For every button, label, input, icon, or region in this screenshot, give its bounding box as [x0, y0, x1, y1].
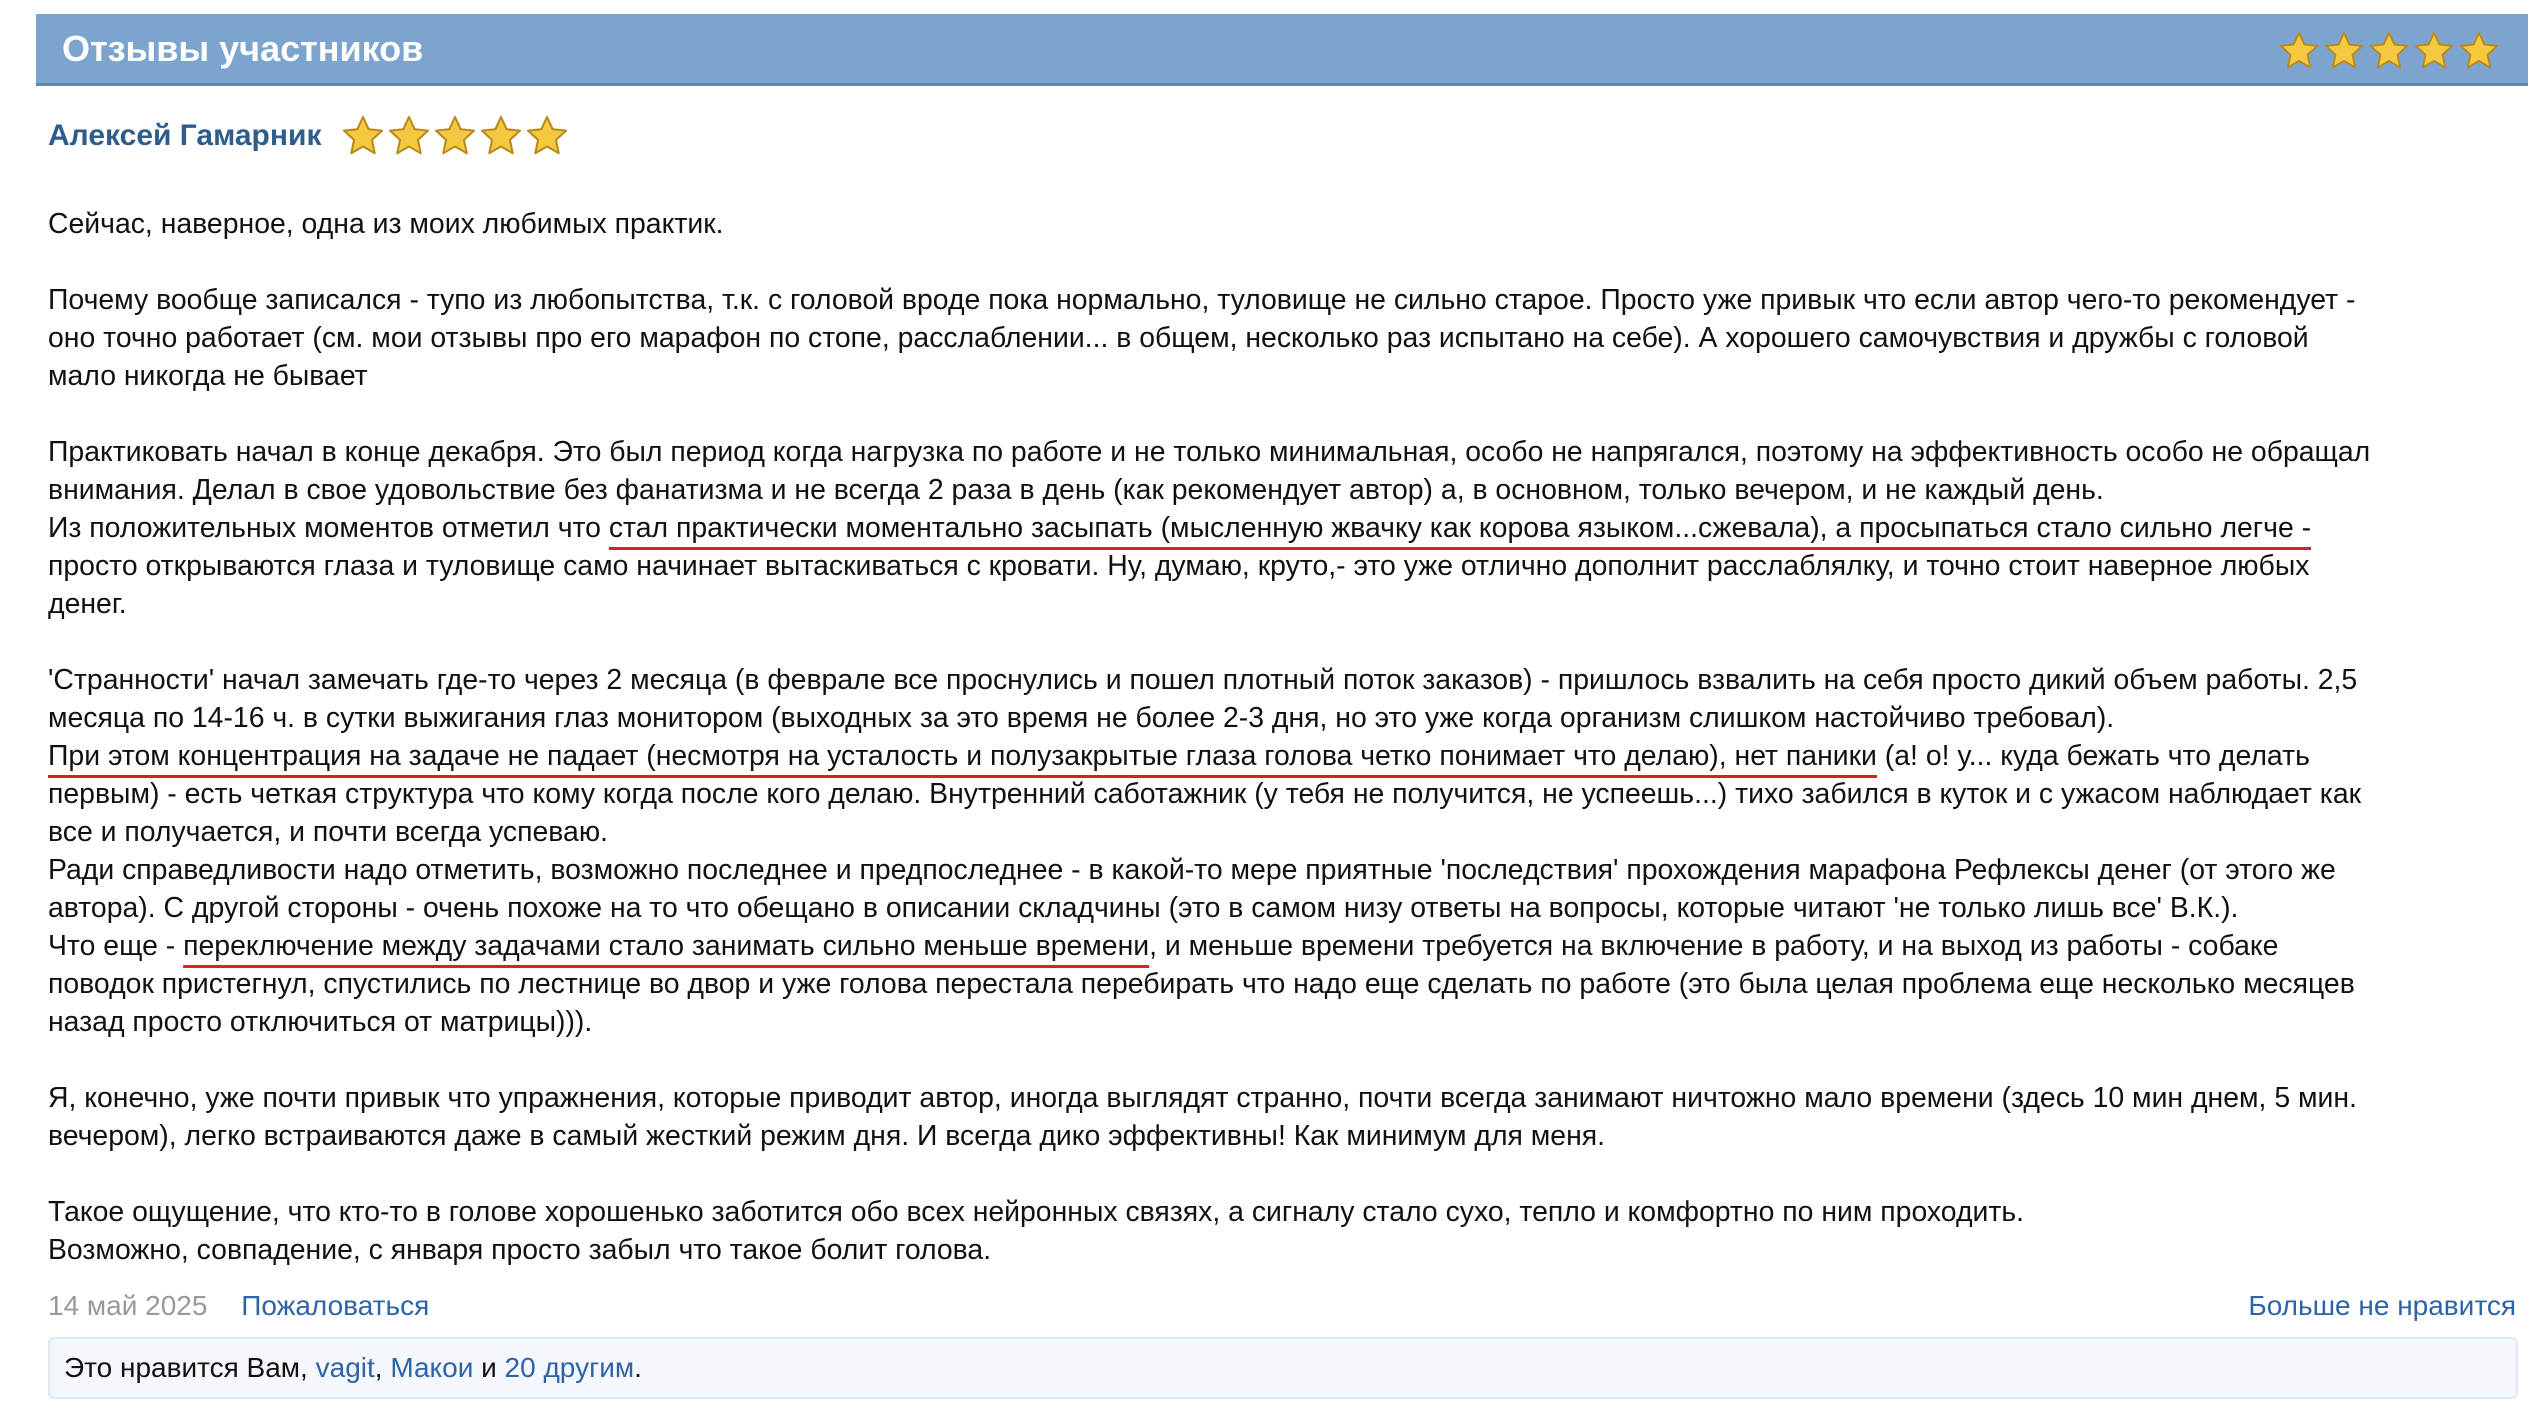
star-icon — [2323, 30, 2365, 72]
star-icon — [479, 114, 523, 158]
star-icon — [387, 114, 431, 158]
underlined-text: стал практически моментально засыпать (мысленную жвачку как корова языком...сжевала), а просыпаться стало сильно легче - — [608, 512, 2312, 544]
underlined-text: переключение между задачами стало занимать сильно меньше времени — [183, 930, 1150, 962]
star-icon — [525, 114, 569, 158]
review-line — [48, 1193, 2510, 1231]
review-author-row — [48, 110, 569, 162]
review-line — [48, 547, 2510, 585]
like-user-link[interactable]: vagit — [315, 1352, 375, 1383]
review-text-segment: (а! о! у... куда бежать что делать — [1876, 740, 2310, 772]
review-text-segment: оно точно работает (см. мои отзывы про его марафон по стопе, расслаблении... в общем, несколько раз испытано на себе). А хорошего самочувствия и дружбы с головой — [48, 322, 2309, 354]
review-line — [48, 1079, 2510, 1117]
unlike-link[interactable]: Больше не нравится — [2248, 1290, 2516, 1321]
review-text-segment: назад просто отключиться от матрицы))). — [48, 1006, 593, 1038]
review-text-segment: поводок пристегнул, спустились по лестнице во двор и уже голова перестала перебирать что надо еще сделать по работе (это была целая проблема еще несколько месяцев — [48, 968, 2355, 1000]
review-line — [48, 699, 2510, 737]
review-line — [48, 661, 2510, 699]
review-text-segment: Из положительных моментов отметил что — [48, 512, 609, 544]
review-text-segment: просто открываются глаза и туловище само начинает вытаскиваться с кровати. Ну, думаю, круто,- это уже отлично дополнит расслаблялку, и точно стоит наверное любых — [48, 550, 2310, 582]
review-text-segment: Возможно, совпадение, с января просто забыл что такое болит голова. — [48, 1234, 992, 1266]
review-author-name[interactable]: Алексей Гамарник — [48, 119, 322, 152]
review-text-segment: Сейчас, наверное, одна из моих любимых практик. — [48, 208, 724, 240]
review-line — [48, 433, 2510, 471]
complain-link[interactable]: Пожаловаться — [241, 1290, 430, 1321]
review-text-segment: Я, конечно, уже почти привык что упражнения, которые приводит автор, иногда выглядят странно, почти всегда занимают ничтожно мало времени (здесь 10 мин днем, 5 мин. — [48, 1082, 2357, 1114]
review-line — [48, 737, 2510, 775]
review-line — [48, 1003, 2510, 1041]
paragraph-gap — [48, 1155, 2510, 1193]
review-text — [48, 205, 2510, 1269]
star-icon — [2413, 30, 2455, 72]
star-icon — [341, 114, 385, 158]
review-text-segment: мало никогда не бывает — [48, 360, 368, 392]
star-icon — [2458, 30, 2500, 72]
review-rating-stars — [341, 114, 569, 158]
review-text-segment: Почему вообще записался - тупо из любопытства, т.к. с головой вроде пока нормально, туловище не сильно старое. Просто уже привык что если автор чего-то рекомендует - — [48, 284, 2356, 316]
review-text-segment: 'Странности' начал замечать где-то через 2 месяца (в феврале все проснулись и пошел плотный поток заказов) - пришлось взвалить на себя просто дикий объем работы. 2,5 — [48, 664, 2358, 696]
paragraph-gap — [48, 243, 2510, 281]
review-text-segment: денег. — [48, 588, 127, 620]
star-icon — [433, 114, 477, 158]
paragraph-gap — [48, 395, 2510, 433]
likes-others-link[interactable]: 20 другим — [504, 1352, 635, 1383]
review-line — [48, 585, 2510, 623]
likes-separator: , — [374, 1352, 391, 1383]
review-text-segment: первым) - есть четкая структура что кому когда после кого делаю. Внутренний саботажник (у тебя не получится, не успеешь...) тихо забился в куток и с ужасом наблюдает как — [48, 778, 2362, 810]
review-line — [48, 889, 2510, 927]
review-line — [48, 965, 2510, 1003]
like-user-link[interactable]: Макои — [390, 1352, 474, 1383]
reviews-header — [36, 14, 2528, 86]
review-line — [48, 281, 2510, 319]
review-line — [48, 1231, 2510, 1269]
star-icon — [2368, 30, 2410, 72]
paragraph-gap — [48, 1041, 2510, 1079]
review-line — [48, 813, 2510, 851]
review-text-segment: Такое ощущение, что кто-то в голове хорошенько заботится обо всех нейронных связях, а сигналу стало сухо, тепло и комфортно по ним проходить. — [48, 1196, 2025, 1228]
likes-prefix: Это нравится Вам, — [64, 1352, 316, 1383]
review-line — [48, 357, 2510, 395]
review-line — [48, 319, 2510, 357]
review-text-segment: Практиковать начал в конце декабря. Это был период когда нагрузка по работе и не только минимальная, особо не напрягался, поэтому на эффективность особо не обращал — [48, 436, 2371, 468]
review-line — [48, 471, 2510, 509]
review-line — [48, 851, 2510, 889]
review-text-segment: Что еще - — [48, 930, 184, 962]
review-text-segment: внимания. Делал в свое удовольствие без фанатизма и не всегда 2 раза в день (как рекомендует автор) а, в основном, только вечером, и не каждый день. — [48, 474, 2104, 506]
review-text-segment: , и меньше времени требуется на включение в работу, и на выход из работы - собаке — [1149, 930, 2279, 962]
likes-box — [48, 1337, 2518, 1399]
reviews-header-title: Отзывы участников — [62, 28, 424, 69]
underlined-text: При этом концентрация на задаче не падает (несмотря на усталость и полузакрытые глаза голова четко понимает что делаю), нет паники — [48, 740, 1877, 772]
likes-separator: и — [473, 1352, 505, 1383]
review-line — [48, 775, 2510, 813]
review-line — [48, 509, 2510, 547]
review-date: 14 май 2025 — [48, 1290, 208, 1321]
star-icon — [2278, 30, 2320, 72]
review-footer — [48, 1286, 2516, 1326]
paragraph-gap — [48, 623, 2510, 661]
review-text-segment: вечером), легко встраиваются даже в самый жесткий режим дня. И всегда дико эффективны! Как минимум для меня. — [48, 1120, 1606, 1152]
review-line — [48, 927, 2510, 965]
review-text-segment: месяца по 14-16 ч. в сутки выжигания глаз монитором (выходных за это время не более 2-3 дня, но это уже когда организм слишком настойчиво требовал). — [48, 702, 2115, 734]
header-rating-stars — [2278, 30, 2500, 72]
review-text-segment: автора). С другой стороны - очень похоже на то что обещано в описании складчины (это в самом низу ответы на вопросы, которые читают 'не только лишь все' В.К.). — [48, 892, 2239, 924]
review-line — [48, 1117, 2510, 1155]
review-text-segment: Ради справедливости надо отметить, возможно последнее и предпоследнее - в какой-то мере приятные 'последствия' прохождения марафона Рефлексы денег (от этого же — [48, 854, 2336, 886]
review-text-segment: все и получается, и почти всегда успеваю. — [48, 816, 609, 848]
likes-suffix: . — [634, 1352, 642, 1383]
review-line — [48, 205, 2510, 243]
